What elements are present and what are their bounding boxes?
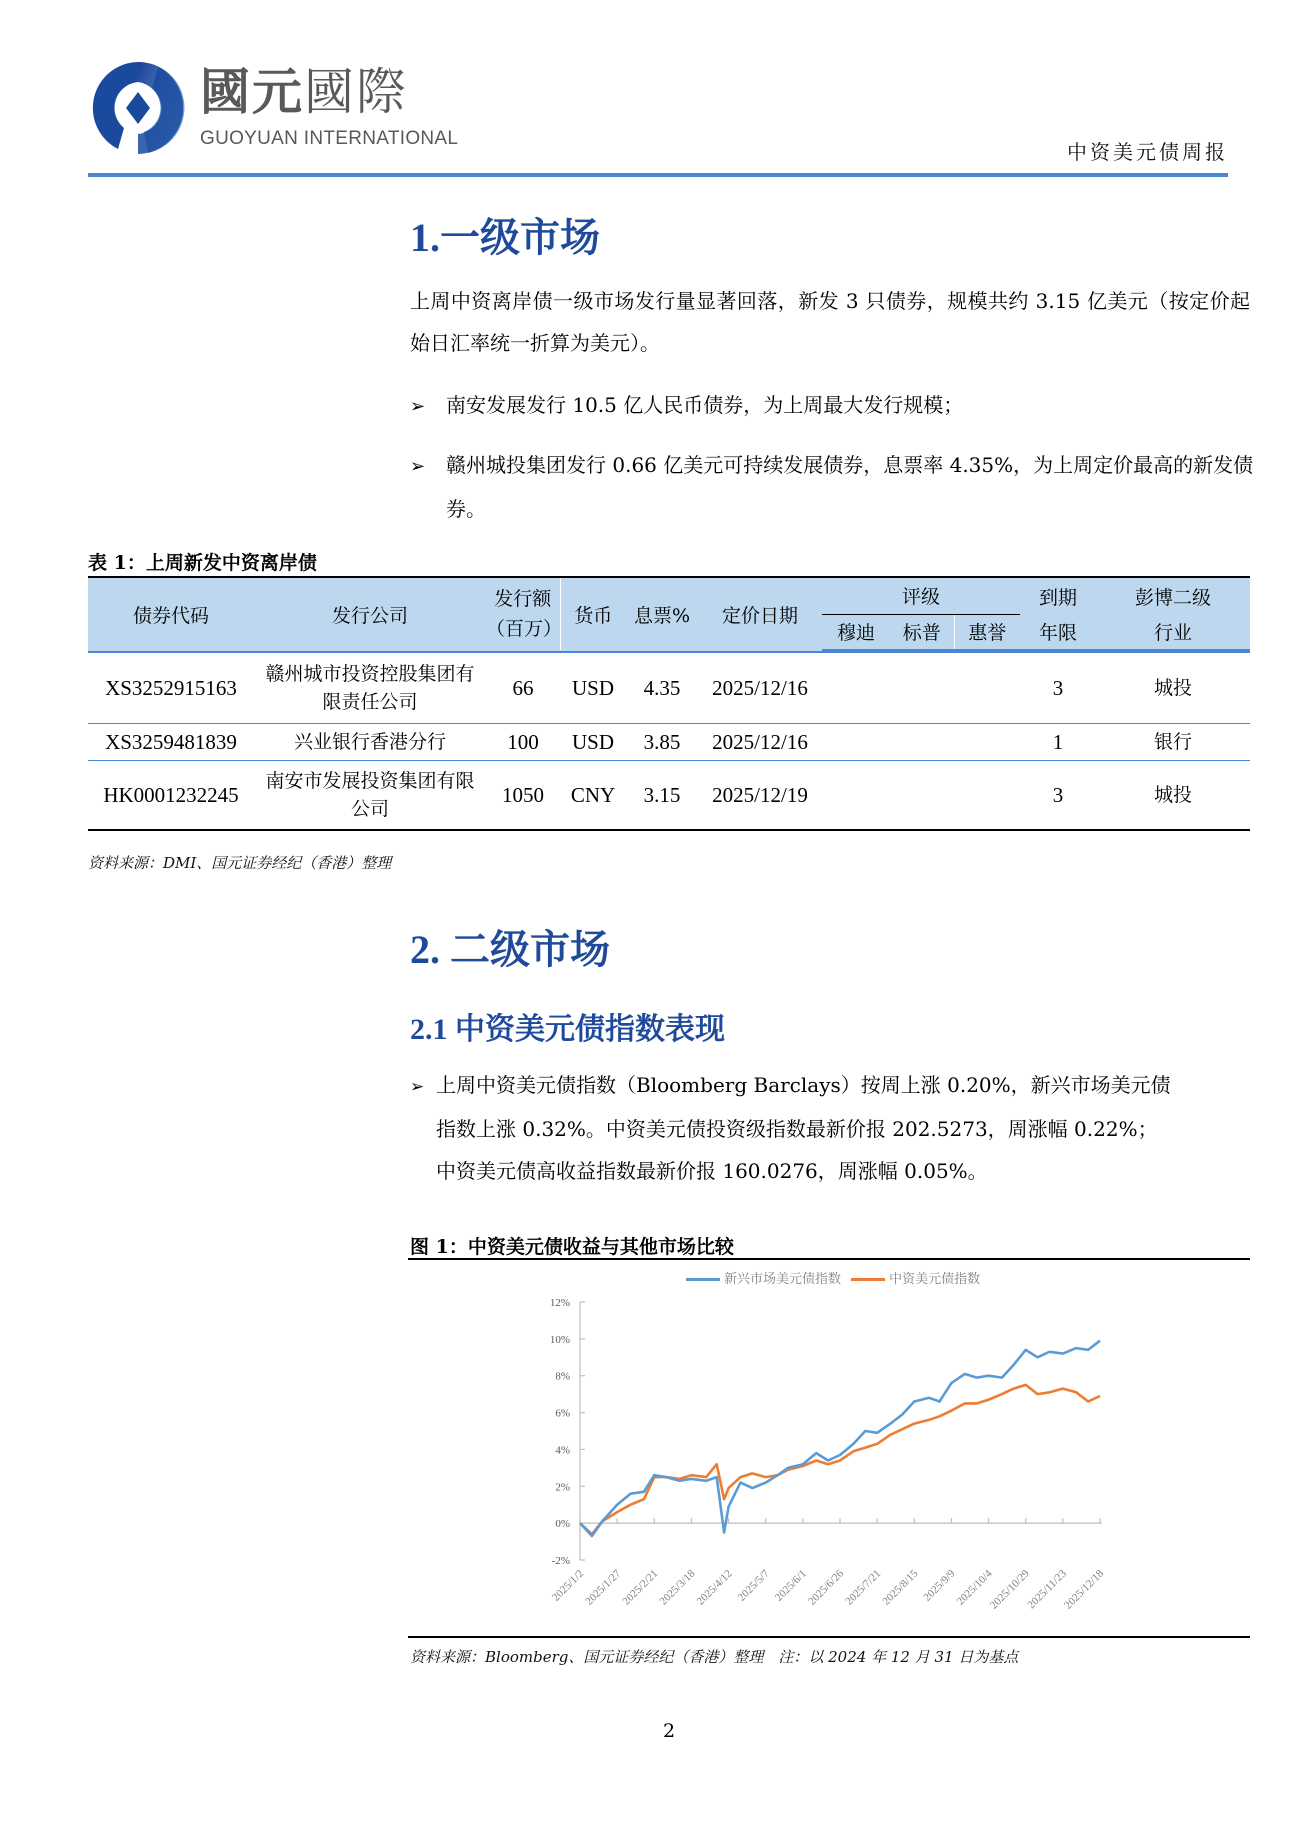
cell-tenor: 1	[1020, 723, 1096, 760]
cell-coupon: 4.35	[626, 652, 698, 723]
x-tick-label: 2025/10/29	[987, 1567, 1032, 1612]
table-row	[88, 652, 1250, 723]
cell-tenor: 3	[1020, 760, 1096, 830]
figure-source-note: 资料来源：Bloomberg、国元证券经纪（香港）整理 注：以 2024 年 12 月 31 日为基点	[410, 1648, 1019, 1666]
header-divider	[88, 173, 1228, 177]
bullet-item	[410, 1064, 1255, 1192]
figure-bottom-rule	[408, 1636, 1250, 1638]
logo-text-bold: 國元	[200, 63, 304, 121]
issuer-line1: 兴业银行香港分行	[293, 730, 446, 753]
issuer-line2: 公司	[350, 797, 389, 820]
cell-issuer	[254, 652, 486, 723]
bullet-text-line3: 中资美元债高收益指数最新价报 160.0276，周涨幅 0.05%。	[436, 1159, 988, 1183]
y-tick-label: 10%	[549, 1333, 570, 1346]
bullet-item	[410, 444, 1286, 530]
cell-code: XS3252915163	[88, 652, 254, 723]
cell-issuer	[254, 723, 486, 760]
logo-emblem-icon	[88, 58, 188, 158]
cell-fitch	[954, 723, 1020, 760]
series-line	[580, 1341, 1100, 1536]
y-tick-label: 8%	[555, 1370, 570, 1383]
cell-currency: CNY	[560, 760, 626, 830]
cell-coupon: 3.85	[626, 723, 698, 760]
report-title: 中资美元债周报	[1067, 140, 1228, 164]
page-number: 2	[663, 1720, 676, 1742]
cell-coupon: 3.15	[626, 760, 698, 830]
issuer-line2: 限责任公司	[322, 690, 418, 713]
x-tick-label: 2025/8/15	[880, 1567, 921, 1608]
x-tick-label: 2025/7/21	[843, 1567, 884, 1608]
table-row	[88, 723, 1250, 760]
figure-top-rule	[408, 1258, 1250, 1260]
x-tick-label: 2025/5/7	[735, 1567, 772, 1604]
x-tick-label: 2025/10/4	[954, 1567, 995, 1608]
arrow-bullet-icon: ➢	[410, 1077, 425, 1097]
cell-pricing-date: 2025/12/19	[698, 760, 822, 830]
cell-sp	[890, 760, 954, 830]
table-source-note: 资料来源：DMI、国元证券经纪（香港）整理	[88, 854, 392, 872]
col-header-industry-1: 彭博二级	[1096, 578, 1250, 614]
amount-header-line1: 发行额	[494, 588, 552, 610]
cell-amount: 1050	[486, 760, 560, 830]
x-tick-label: 2025/4/12	[694, 1567, 735, 1608]
logo-text-english: GUOYUAN INTERNATIONAL	[200, 128, 459, 149]
table-caption: 表 1：上周新发中资离岸债	[88, 552, 317, 574]
cell-industry: 城投	[1096, 760, 1250, 830]
new-issues-table	[88, 578, 1250, 831]
cell-currency: USD	[560, 723, 626, 760]
col-header-tenor-2: 年限	[1020, 614, 1096, 650]
x-tick-label: 2025/6/26	[806, 1567, 847, 1608]
figure-caption: 图 1：中资美元债收益与其他市场比较	[410, 1236, 734, 1258]
legend-swatch-cn	[851, 1278, 885, 1281]
issuer-line1: 南安市发展投资集团有限	[265, 769, 475, 792]
table-row	[88, 760, 1250, 830]
cell-fitch	[954, 652, 1020, 723]
cell-tenor: 3	[1020, 652, 1096, 723]
col-header-fitch: 惠誉	[954, 614, 1020, 650]
cell-sp	[890, 652, 954, 723]
col-header-currency: 货币	[560, 578, 626, 650]
issuer-line1: 赣州城市投资控股集团有	[265, 662, 475, 685]
cell-currency: USD	[560, 652, 626, 723]
cell-code: HK0001232245	[88, 760, 254, 830]
col-header-rating: 评级	[822, 578, 1020, 614]
cell-issuer	[254, 760, 486, 830]
cell-industry: 银行	[1096, 723, 1250, 760]
col-header-coupon: 息票%	[626, 578, 698, 650]
col-header-sp: 标普	[890, 614, 954, 650]
col-header-pricing-date: 定价日期	[698, 578, 822, 650]
cell-sp	[890, 723, 954, 760]
section-1-intro: 上周中资离岸债一级市场发行量显著回落，新发 3 只债券，规模共约 3.15 亿美元（按定价起始日汇率统一折算为美元）。	[410, 289, 1250, 355]
legend-swatch-em	[686, 1278, 720, 1281]
bullet-text: 南安发展发行 10.5 亿人民币债券，为上周最大发行规模；	[446, 393, 964, 417]
y-tick-label: 0%	[555, 1518, 570, 1531]
company-logo	[88, 58, 468, 158]
col-header-code: 债券代码	[88, 578, 254, 650]
y-tick-label: 2%	[555, 1481, 570, 1494]
col-header-industry-2: 行业	[1096, 614, 1250, 650]
amount-header-line2: （百万）	[486, 618, 563, 640]
x-tick-label: 2025/11/23	[1025, 1567, 1069, 1612]
line-chart	[408, 1285, 1250, 1635]
col-header-moodys: 穆迪	[822, 614, 890, 650]
cell-amount: 100	[486, 723, 560, 760]
cell-industry: 城投	[1096, 652, 1250, 723]
arrow-bullet-icon: ➢	[410, 396, 426, 417]
col-header-amount	[486, 578, 563, 650]
x-tick-label: 2025/3/18	[657, 1567, 698, 1608]
cell-code: XS3259481839	[88, 723, 254, 760]
section-1-heading: 1.一级市场	[410, 215, 600, 260]
series-line	[580, 1385, 1100, 1534]
x-tick-label: 2025/2/21	[620, 1567, 661, 1608]
cell-amount: 66	[486, 652, 560, 723]
bullet-text-line2: 指数上涨 0.32%。中资美元债投资级指数最新价报 202.5273，周涨幅 0.22%；	[436, 1117, 1158, 1141]
cell-fitch	[954, 760, 1020, 830]
x-tick-label: 2025/9/9	[921, 1567, 958, 1604]
x-tick-label: 2025/1/2	[549, 1567, 587, 1604]
bullet-text-line1: 上周中资美元债指数（Bloomberg Barclays）按周上涨 0.20%，新兴市场美元债	[436, 1073, 1171, 1097]
cell-moodys	[822, 723, 890, 760]
cell-pricing-date: 2025/12/16	[698, 652, 822, 723]
x-tick-label: 2025/6/1	[772, 1567, 809, 1604]
cell-moodys	[822, 760, 890, 830]
col-header-tenor-1: 到期	[1020, 578, 1096, 614]
x-tick-label: 2025/1/27	[583, 1567, 624, 1608]
cell-moodys	[822, 652, 890, 723]
logo-text-chinese	[200, 62, 408, 122]
cell-pricing-date: 2025/12/16	[698, 723, 822, 760]
y-tick-label: -2%	[551, 1555, 570, 1567]
table-header-row	[88, 578, 1250, 614]
col-header-issuer: 发行公司	[254, 578, 486, 650]
bullet-item	[410, 386, 1250, 426]
arrow-bullet-icon: ➢	[410, 456, 426, 477]
logo-text-light: 國際	[304, 63, 408, 121]
y-tick-label: 6%	[555, 1407, 570, 1420]
legend-label-cn: 中资美元债指数	[889, 1272, 981, 1287]
bullet-text: 赣州城投集团发行 0.66 亿美元可持续发展债券，息票率 4.35%，为上周定价最高的新发债券。	[446, 453, 1254, 521]
section-2-1-heading: 2.1 中资美元债指数表现	[410, 1013, 725, 1046]
section-2-heading: 2. 二级市场	[410, 927, 610, 972]
y-tick-label: 4%	[555, 1444, 570, 1457]
x-tick-label: 2025/12/18	[1062, 1567, 1107, 1612]
y-tick-label: 12%	[549, 1297, 570, 1309]
legend-label-em: 新兴市场美元债指数	[724, 1272, 842, 1287]
